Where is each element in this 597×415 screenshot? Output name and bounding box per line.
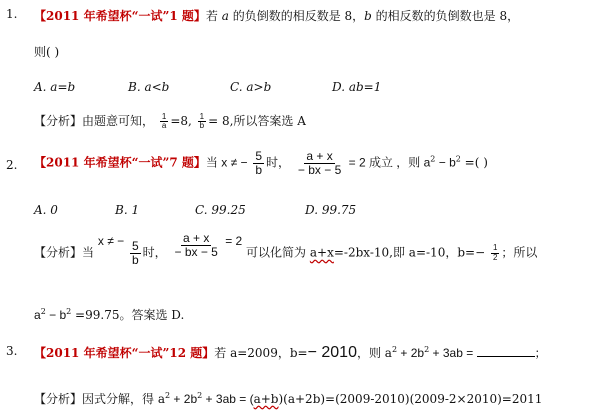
q2-analysis-fraction-5b: $\frac{5}{b}$ [131,239,139,267]
q1-option-d: D. ab=1 [332,80,382,94]
q1-option-a: A. a=b [34,80,76,94]
q3-stem-a: 若 a=2009，b= [214,346,308,360]
q2-tag: 【2011 年希望杯“一试”7 题】 [34,155,206,170]
q3-stem-c: ，则 a [356,346,392,360]
q2-analysis-eq: = 2 [221,233,243,248]
q2-analysis-fraction-half: $\frac{1}{2}$ [492,243,498,262]
q3-analysis-label: 【分析】 [34,392,83,406]
q1-fraction-1a: $\frac{1}{a}$ [161,111,167,130]
q2-analysis-text1: 当 [82,245,95,260]
q2-analysis-answer: =99.75。答案选 D. [71,308,185,322]
q2-analysis-fraction-main: $\frac{a + x}{- bx - 5}$ [174,231,218,259]
q3-answer-blank[interactable] [477,346,535,357]
q3-number: 3. [6,344,18,358]
q1-stem-a: 若 [205,9,222,23]
q2-number: 2. [6,158,18,172]
q3-tag: 【2011 年希望杯“一试”12 题】 [34,346,215,360]
q3-analysis-wavy: a+b [253,392,279,406]
q2-fraction-main: $\frac{a + x}{- bx - 5}$ [297,149,342,177]
q1-stem-c: 的相反数的负倒数也是 8， [371,9,520,23]
q2-stem-c: = 2 成立 ，则 a [345,155,431,170]
q2-option-b: B. 1 [115,203,140,217]
q2-stem-a: 当 x ≠ − [205,155,248,170]
q2-option-c: C. 99.25 [195,203,246,217]
q1-eq1: =8, [170,114,192,128]
q1-var-b: b [364,9,372,23]
q1-number: 1. [6,7,18,21]
q2-analysis-text2: 时， [142,245,167,260]
q1-line2: 则( ) [34,45,60,59]
q2-stem-b: 时， [266,155,291,170]
q3-analysis-text4: )(a+2b)=(2009-2010)(2009-2×2010)=2011 [278,392,543,406]
q3-analysis-text1: 因式分解，得 a [82,392,165,406]
q1-fraction-1b: $\frac{1}{b}$ [199,111,205,130]
q1-analysis-label: 【分析】 [34,114,83,128]
q2-fraction-5b: $\frac{5}{b}$ [255,149,263,177]
q2-option-a: A. 0 [34,203,58,217]
q1-var-a: a [221,9,229,23]
q2-stem-e: =( ) [460,155,488,170]
q1-analysis [34,112,306,130]
q2-analysis-expr: x ≠ − [97,233,125,248]
q3-analysis: 【分析】因式分解，得 $a^2 + 2b^2 + 3ab = (a+b)(a+2b)=(2009-2010)(2009-2\times 2010)=2011$ [34,391,543,406]
q2-analysis-label: 【分析】 [34,245,83,260]
q3-stem-e: + 3ab = [429,346,477,360]
q2-analysis-text6: ；所以 [501,245,538,260]
q3-stem-b: − 2010 [307,344,357,361]
q2-analysis-line2: $a^2 - b^2 =99.75$。答案选 D. [34,307,185,322]
q2-analysis-wavy: a+x [309,245,334,260]
q1-option-c: C. a>b [230,80,272,94]
q2-analysis-text4: 可以化简为 [246,245,310,260]
q2-analysis-line1 [34,231,538,267]
q2-analysis-text5: =-2bx-10,即 a=-10，b=− [333,245,486,260]
q1-analysis-text: 由题意可知， [82,114,155,128]
q1-eq2: = 8,所以答案选 A [208,114,306,128]
q1-tag: 【2011 年希望杯“一试”1 题】 [34,9,206,23]
q1-option-b: B. a<b [128,80,170,94]
q2-stem-d: − b [435,155,456,170]
q2-option-d: D. 99.75 [305,203,357,217]
q1-stem-b: 的负倒数的相反数是 8， [228,9,365,23]
